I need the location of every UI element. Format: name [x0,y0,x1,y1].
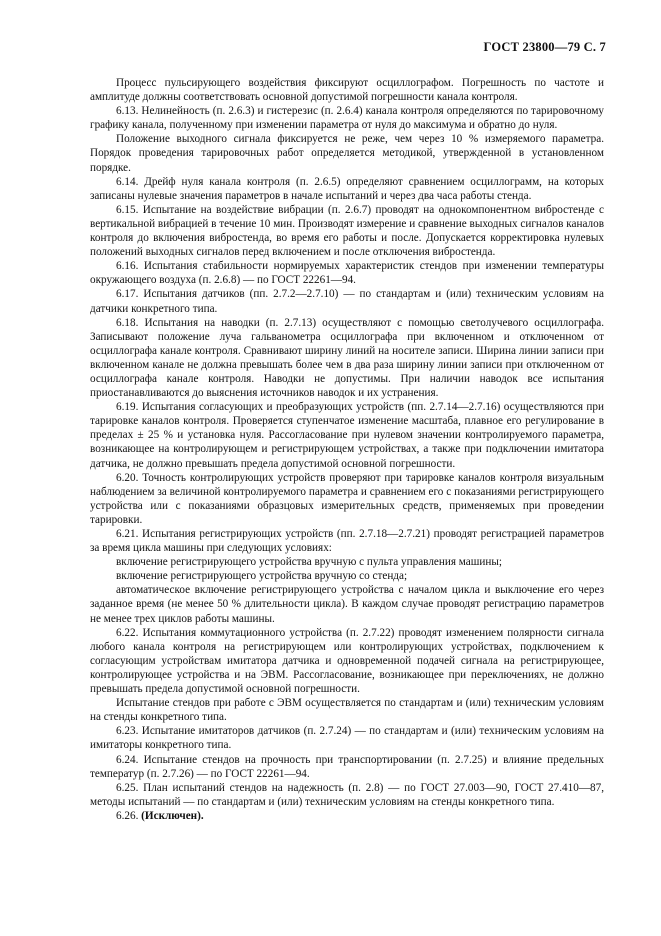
excluded-note: (Исключен). [141,809,204,822]
paragraph: 6.13. Нелинейность (п. 2.6.3) и гистерезис (п. 2.6.4) канала контроля определяются по тарировочному графику канала, полученному при изменении параметра от нуля до максимума и обратно до нуля. [90,105,604,132]
paragraph: 6.19. Испытания согласующих и преобразующих устройств (пп. 2.7.14—2.7.16) осуществляются при тарировке каналов контроля. Проверяется ступенчатое изменение масштаба, плавное его регулирование в пределах ± 25 % и установка нуля. Рассогласование при нулевом значении контролируемого параметра, возникающее на контролирующем и регистрирующем устройствах, а также при подключении имитатора датчика, не должно превышать предела допустимой основной погрешности. [90,401,604,470]
paragraph: 6.18. Испытания на наводки (п. 2.7.13) осуществляют с помощью светолучевого осциллографа. Записывают положение луча гальванометра осциллографа при включенном и отключенном от осциллографа канале контроля. Сравнивают ширину линий на носителе записи. Ширина линии записи при включенном канале не должна превышать более чем в два раза ширину линии записи при отключенном от осциллографа канале контроля. Наводки не допустимы. При наличии наводок все испытания приостанавливаются до выяснения источников наводок и их устранения. [90,316,604,400]
paragraph: 6.25. План испытаний стендов на надежность (п. 2.8) — по ГОСТ 27.003—90, ГОСТ 27.410—87, методы испытаний — по стандартам и (или) техническим условиям на стенды конкретного типа. [90,781,604,808]
paragraph: 6.16. Испытания стабильности нормируемых характеристик стендов при изменении температуры окружающего воздуха (п. 2.6.8) — по ГОСТ 22261—94. [90,260,604,287]
list-item: автоматическое включение регистрирующего устройства с началом цикла и выключение его через заданное время (не менее 50 % длительности цикла). В каждом случае проводят регистрацию параметров не менее трех циклов работы машины. [90,584,604,625]
paragraph: Процесс пульсирующего воздействия фиксируют осциллографом. Погрешность по частоте и амплитуде должны соответствовать основной допустимой погрешности канала контроля. [90,77,604,104]
paragraph: 6.15. Испытание на воздействие вибрации (п. 2.6.7) проводят на однокомпонентном вибростенде с вертикальной вибрацией в течение 10 мин. Производят измерение и сравнение выходных сигналов каналов контроля до включения вибростенда, во время его работы и после. Допускается корректировка нулевых положений выходных сигналов перед включением и после отключения вибростенда. [90,203,604,259]
paragraph: 6.14. Дрейф нуля канала контроля (п. 2.6.5) определяют сравнением осциллограмм, на которых записаны нулевые значения параметров в начале испытаний и через два часа работы стенда. [90,175,604,202]
list-item: включение регистрирующего устройства вручную со стенда; [116,570,408,583]
paragraph: 6.23. Испытание имитаторов датчиков (п. 2.7.24) — по стандартам и (или) техническим условиям на имитаторы конкретного типа. [90,725,604,752]
paragraph: 6.20. Точность контролирующих устройств проверяют при тарировке каналов контроля визуальным наблюдением за величиной контролируемого параметра и сравнением его с показаниями регистрирующего устройства или с показаниями образцовых измерительных средств, применяемых при проведении тарировки. [90,471,604,526]
document-body [90,76,604,823]
paragraph: Положение выходного сигнала фиксируется не реже, чем через 10 % измеряемого параметра. Порядок проведения тарировочных работ определяется методикой, утвержденной в установленном порядке. [90,133,604,174]
paragraph: 6.17. Испытания датчиков (пп. 2.7.2—2.7.10) — по стандартам и (или) техническим условиям на датчики конкретного типа. [90,288,604,315]
page-header: ГОСТ 23800—79 С. 7 [483,40,606,54]
list-item: включение регистрирующего устройства вручную с пульта управления машины; [116,556,502,569]
paragraph: 6.22. Испытания коммутационного устройства (п. 2.7.22) проводят изменением полярности сигнала любого канала контроля на регистрирующем или контролирующих устройствах, подключением к согласующим устройствам имитатора датчика и одновременной подачей сигнала на регистрирующее, контролирующее устройства и на ЭВМ. Рассогласование, возникающее при переключениях, не должно превышать предела допустимой основной погрешности. [90,626,604,696]
paragraph: Испытание стендов при работе с ЭВМ осуществляется по стандартам и (или) техническим условиям на стенды конкретного типа. [90,697,604,724]
paragraph: 6.21. Испытания регистрирующих устройств (пп. 2.7.18—2.7.21) проводят регистрацией параметров за время цикла машины при следующих условиях: [90,528,604,555]
clause-number: 6.26. [116,809,139,822]
paragraph: 6.24. Испытание стендов на прочность при транспортировании (п. 2.7.25) и влияние предельных температур (п. 2.7.26) — по ГОСТ 22261—94. [90,753,604,780]
paragraph-excluded [90,809,604,823]
